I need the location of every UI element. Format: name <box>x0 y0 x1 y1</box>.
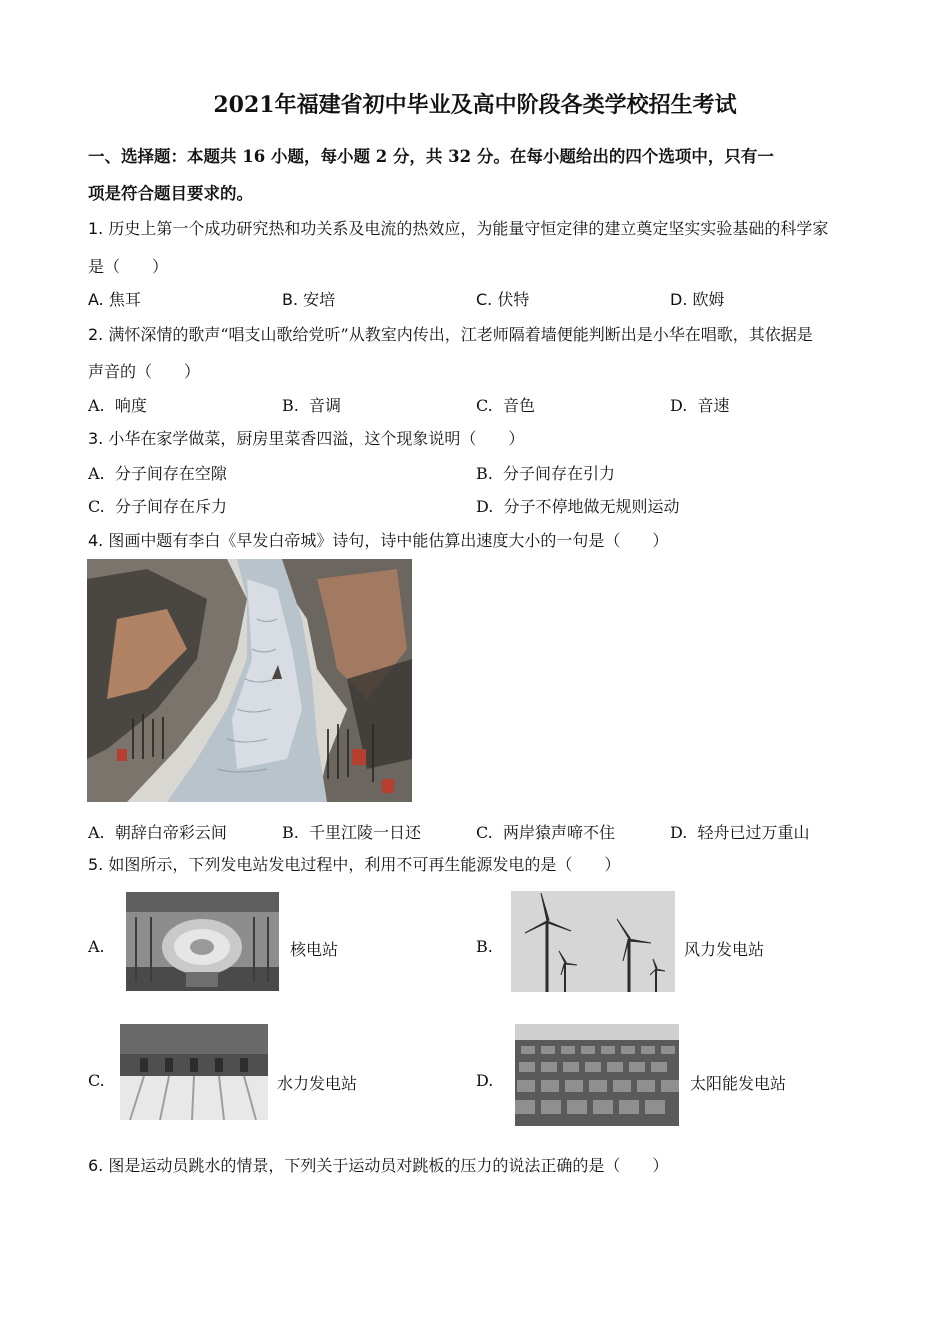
option-text: 伏特 <box>497 290 530 309</box>
option-text: 分子间存在引力 <box>503 464 616 483</box>
question-number: 3. <box>88 429 104 448</box>
option-letter: B. <box>476 464 493 483</box>
exam-title: 2021年福建省初中毕业及高中阶段各类学校招生考试 <box>213 92 737 118</box>
option-text: 轻舟已过万重山 <box>697 823 810 842</box>
q2-option-a <box>88 393 147 416</box>
option-letter: D. <box>476 497 494 516</box>
section-heading-line2: 项是符合题目要求的。 <box>88 184 253 203</box>
question-number: 5. <box>88 855 104 874</box>
option-letter: A. <box>88 290 104 309</box>
q2-option-c <box>476 393 535 416</box>
question-text: 图画中题有李白《早发白帝城》诗句，诗中能估算出速度大小的一句是（ ） <box>108 531 669 550</box>
solar-plant-image <box>515 1024 679 1126</box>
q5-option-c-text: 水力发电站 <box>277 1074 358 1093</box>
option-text: 音调 <box>309 396 342 415</box>
option-letter: C. <box>476 823 493 842</box>
q1-option-b <box>282 287 335 310</box>
question-number: 1. <box>88 219 104 238</box>
option-letter: D. <box>670 290 688 309</box>
question-text: 图是运动员跳水的情景，下列关于运动员对跳板的压力的说法正确的是（ ） <box>108 1156 669 1175</box>
section-heading-line1: 一、选择题：本题共 16 小题，每小题 2 分，共 32 分。在每小题给出的四个选项中，只有一 <box>88 147 774 166</box>
q5-option-b-text: 风力发电站 <box>684 940 765 959</box>
option-letter: A. <box>88 464 105 483</box>
option-letter: C. <box>476 396 493 415</box>
option-letter: D. <box>670 823 688 842</box>
question-number: 2. <box>88 325 104 344</box>
option-text: 音色 <box>502 396 535 415</box>
q2-option-d <box>670 393 730 416</box>
option-letter: C. <box>476 290 493 309</box>
option-letter: C. <box>88 497 105 516</box>
q1-option-c <box>476 287 529 310</box>
q5-option-d-text: 太阳能发电站 <box>690 1074 787 1093</box>
option-text: 响度 <box>114 396 147 415</box>
hydro-plant-image <box>120 1024 268 1120</box>
question-text: 如图所示，下列发电站发电过程中，利用不可再生能源发电的是（ ） <box>108 855 621 874</box>
q3-option-d <box>476 494 680 517</box>
q4-option-b <box>282 820 421 843</box>
option-text: 安培 <box>303 290 336 309</box>
q4-option-d <box>670 820 810 843</box>
question-text: 历史上第一个成功研究热和功关系及电流的热效应，为能量守恒定律的建立奠定坚实实验基础的科学家 <box>108 219 829 238</box>
question-number: 6. <box>88 1156 104 1175</box>
question-text: 小华在家学做菜，厨房里菜香四溢，这个现象说明（ ） <box>108 429 525 448</box>
q2-option-b <box>282 393 341 416</box>
q3-option-b <box>476 461 615 484</box>
option-letter: B. <box>282 290 299 309</box>
nuclear-plant-image <box>126 892 279 991</box>
option-text: 焦耳 <box>108 290 141 309</box>
q4-option-a <box>88 820 227 843</box>
option-text: 分子不停地做无规则运动 <box>503 497 680 516</box>
question-1-line1 <box>88 216 828 239</box>
question-4-line1 <box>88 528 668 551</box>
q5-option-c-letter: C. <box>88 1071 105 1090</box>
option-text: 欧姆 <box>692 290 725 309</box>
option-letter: B. <box>282 396 299 415</box>
option-text: 千里江陵一日还 <box>309 823 422 842</box>
q1-option-a <box>88 287 141 310</box>
question-1-line2: 是（ ） <box>88 257 169 276</box>
landscape-painting-image <box>87 559 412 802</box>
wind-farm-image <box>511 891 675 992</box>
option-text: 音速 <box>697 396 730 415</box>
option-letter: B. <box>282 823 299 842</box>
q5-option-a-text: 核电站 <box>290 940 339 959</box>
question-5-line1 <box>88 852 620 875</box>
q4-option-c <box>476 820 615 843</box>
option-text: 分子间存在斥力 <box>114 497 227 516</box>
question-2-line2: 声音的（ ） <box>88 362 201 381</box>
q3-option-c <box>88 494 227 517</box>
q5-option-b-letter: B. <box>476 937 493 956</box>
question-text: 满怀深情的歌声“唱支山歌给党听”从教室内传出，江老师隔着墙便能判断出是小华在唱歌，其依据是 <box>108 325 813 344</box>
q3-option-a <box>88 461 227 484</box>
question-3-line1 <box>88 426 524 449</box>
question-6-line1 <box>88 1153 668 1176</box>
option-text: 朝辞白帝彩云间 <box>114 823 227 842</box>
question-2-line1 <box>88 322 813 345</box>
option-letter: A. <box>88 823 105 842</box>
option-text: 分子间存在空隙 <box>114 464 227 483</box>
option-letter: D. <box>670 396 688 415</box>
question-number: 4. <box>88 531 104 550</box>
q5-option-d-letter: D. <box>476 1071 494 1090</box>
q1-option-d <box>670 287 725 310</box>
option-letter: A. <box>88 396 105 415</box>
q5-option-a-letter: A. <box>88 937 105 956</box>
option-text: 两岸猿声啼不住 <box>502 823 615 842</box>
